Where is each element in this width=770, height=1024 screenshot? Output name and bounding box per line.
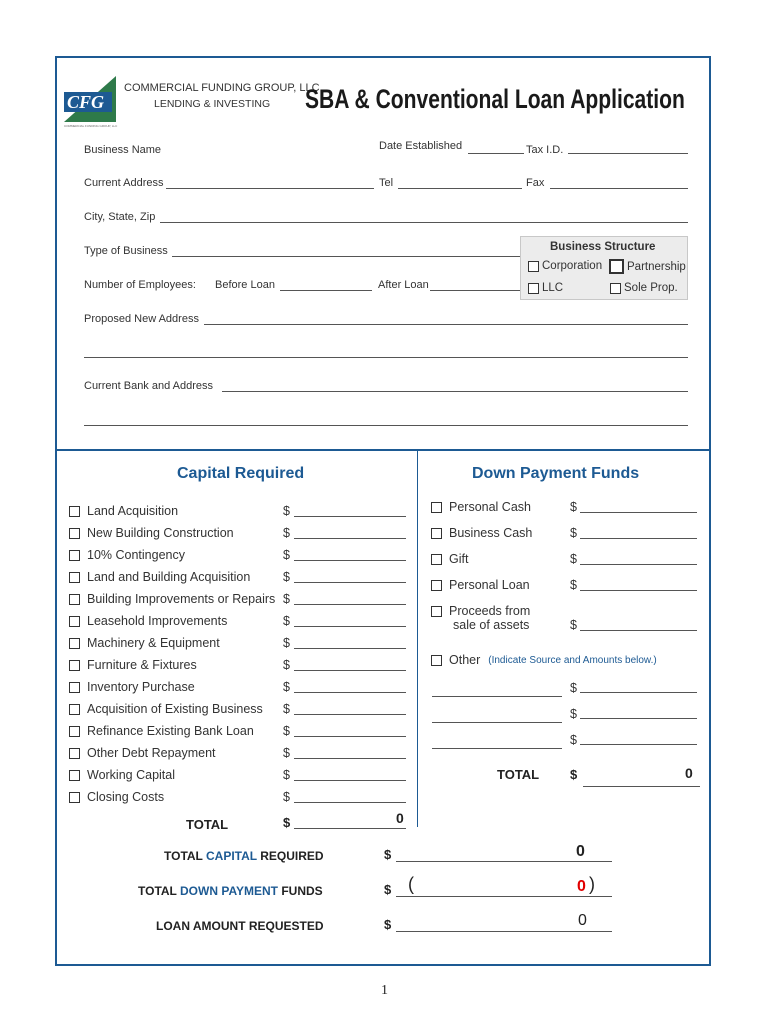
capital-item-label: Leasehold Improvements (87, 614, 228, 628)
capital-item-label: New Building Construction (87, 526, 234, 540)
fax-field[interactable] (550, 188, 688, 189)
capital-item-dollar: $ (283, 724, 290, 738)
total-capital-required-label (164, 849, 324, 863)
label-part-blue: DOWN PAYMENT (180, 884, 279, 898)
other-amount-field-3[interactable] (580, 744, 697, 745)
capital-item-label: Working Capital (87, 768, 176, 782)
total-down-field[interactable] (396, 896, 612, 897)
after-loan-field[interactable] (430, 290, 520, 291)
structure-sole-prop[interactable] (610, 282, 678, 294)
checkbox-icon (69, 594, 80, 605)
column-divider (417, 451, 418, 827)
down-payment-item-dollar: $ (570, 526, 577, 540)
down-payment-item-label: Personal Loan (449, 578, 530, 592)
capital-item-row[interactable] (69, 548, 185, 562)
total-down-close-paren: ) (589, 874, 595, 894)
capital-item-row[interactable] (69, 724, 254, 738)
page-title: SBA & Conventional Loan Application (305, 84, 685, 114)
checkbox-icon (69, 792, 80, 803)
down-payment-item-label: Personal Cash (449, 500, 531, 514)
structure-llc[interactable] (528, 282, 563, 294)
checkbox-icon (431, 528, 442, 539)
capital-item-label: Building Improvements or Repairs (87, 592, 276, 606)
down-payment-item-label: Proceeds from (449, 604, 531, 618)
checkbox-icon (609, 259, 624, 274)
capital-item-label: Refinance Existing Bank Loan (87, 724, 254, 738)
capital-item-row[interactable] (69, 592, 275, 606)
capital-item-row[interactable] (69, 658, 197, 672)
other-dollar-1: $ (570, 681, 577, 695)
current-bank-field-2[interactable] (84, 425, 688, 426)
tel-label: Tel (379, 177, 394, 189)
after-loan-label: After Loan (378, 279, 429, 291)
capital-item-row[interactable] (69, 680, 195, 694)
down-payment-item-row[interactable] (431, 578, 530, 592)
capital-item-label: Inventory Purchase (87, 680, 195, 694)
tax-id-label: Tax I.D. (526, 144, 564, 156)
capital-total-dollar: $ (283, 815, 291, 830)
capital-item-amount-field[interactable] (294, 626, 406, 627)
checkbox-icon (69, 770, 80, 781)
tel-field[interactable] (398, 188, 522, 189)
checkbox-icon (431, 655, 442, 666)
capital-total-field[interactable] (294, 828, 406, 829)
capital-item-row[interactable] (69, 570, 250, 584)
label-part: FUNDS (278, 884, 323, 898)
other-source-field-2[interactable] (432, 722, 562, 723)
capital-required-title: Capital Required (177, 465, 305, 482)
city-state-zip-field[interactable] (160, 222, 688, 223)
capital-item-label: Other Debt Repayment (87, 746, 216, 760)
city-state-zip-label: City, State, Zip (84, 211, 156, 223)
capital-item-row[interactable] (69, 790, 164, 804)
checkbox-icon (69, 506, 80, 517)
fax-label: Fax (526, 177, 545, 189)
loan-amount-dollar: $ (384, 917, 392, 932)
label-part: TOTAL (164, 849, 206, 863)
checkbox-icon (69, 616, 80, 627)
total-down-payment-label (138, 884, 323, 898)
checkbox-icon (431, 554, 442, 565)
other-amount-field-2[interactable] (580, 718, 697, 719)
down-total-value: 0 (685, 765, 693, 781)
date-established-field[interactable] (468, 153, 524, 154)
capital-item-dollar: $ (283, 702, 290, 716)
capital-item-amount-field[interactable] (294, 780, 406, 781)
capital-item-amount-field[interactable] (294, 714, 406, 715)
capital-item-dollar: $ (283, 680, 290, 694)
capital-total-value: 0 (396, 810, 404, 826)
down-payment-item-label: sale of assets (453, 618, 530, 632)
total-down-open-paren: ( (408, 874, 414, 894)
other-source-field-3[interactable] (432, 748, 562, 749)
capital-total-label: TOTAL (186, 817, 229, 832)
checkbox-icon (528, 261, 539, 272)
section-divider (55, 449, 711, 451)
capital-item-amount-field[interactable] (294, 560, 406, 561)
company-name: COMMERCIAL FUNDING GROUP, LLC (124, 82, 320, 94)
loan-amount-requested-label: LOAN AMOUNT REQUESTED (156, 919, 324, 933)
capital-item-amount-field[interactable] (294, 692, 406, 693)
capital-item-amount-field[interactable] (294, 670, 406, 671)
capital-item-label: 10% Contingency (87, 548, 185, 562)
capital-item-dollar: $ (283, 790, 290, 804)
label-part-blue: CAPITAL (206, 849, 257, 863)
down-payment-item-amount-field[interactable] (580, 538, 697, 539)
other-amount-field-1[interactable] (580, 692, 697, 693)
proposed-new-address-field[interactable] (204, 324, 688, 325)
down-payment-item-dollar: $ (570, 500, 577, 514)
business-name-label: Business Name (84, 144, 162, 156)
down-payment-item-amount-field[interactable] (580, 630, 697, 631)
capital-item-amount-field[interactable] (294, 736, 406, 737)
down-payment-item-amount-field[interactable] (580, 512, 697, 513)
other-checkbox[interactable] (431, 653, 657, 667)
label-part: TOTAL (138, 884, 180, 898)
logo-text: CFG (67, 92, 105, 112)
before-loan-field[interactable] (280, 290, 372, 291)
down-payment-item-label: Business Cash (449, 526, 533, 540)
checkbox-icon (69, 528, 80, 539)
down-payment-title: Down Payment Funds (472, 465, 640, 482)
current-address-label: Current Address (84, 177, 164, 189)
capital-item-amount-field[interactable] (294, 582, 406, 583)
other-dollar-3: $ (570, 733, 577, 747)
other-dollar-2: $ (570, 707, 577, 721)
capital-item-dollar: $ (283, 658, 290, 672)
down-total-label: TOTAL (497, 767, 540, 782)
capital-item-dollar: $ (283, 636, 290, 650)
capital-item-label: Land Acquisition (87, 504, 179, 518)
down-payment-item-amount-field[interactable] (580, 564, 697, 565)
capital-item-amount-field[interactable] (294, 648, 406, 649)
total-down-value: 0 (577, 878, 586, 895)
capital-item-dollar: $ (283, 768, 290, 782)
other-note: (Indicate Source and Amounts below.) (488, 654, 657, 666)
checkbox-icon (528, 283, 539, 294)
capital-item-amount-field[interactable] (294, 758, 406, 759)
logo-small-text: COMMERCIAL FUNDING GROUP, LLC (64, 124, 118, 128)
down-payment-item-row[interactable] (453, 618, 529, 632)
total-down-dollar: $ (384, 882, 392, 897)
page-number: 1 (381, 983, 388, 998)
structure-partnership[interactable] (609, 259, 686, 274)
capital-item-row[interactable] (69, 614, 227, 628)
capital-item-row[interactable] (69, 702, 263, 716)
checkbox-icon (69, 682, 80, 693)
checkbox-icon (69, 660, 80, 671)
capital-item-dollar: $ (283, 526, 290, 540)
date-established-label: Date Established (379, 140, 463, 152)
checkbox-icon (69, 726, 80, 737)
checkbox-icon (69, 638, 80, 649)
down-total-dollar: $ (570, 767, 578, 782)
capital-item-label: Furniture & Fixtures (87, 658, 197, 672)
current-bank-field[interactable] (222, 391, 688, 392)
down-payment-item-row[interactable] (431, 604, 530, 618)
down-payment-item-row[interactable] (431, 500, 531, 514)
number-of-employees-label: Number of Employees: (84, 279, 196, 291)
before-loan-label: Before Loan (215, 279, 275, 291)
proposed-new-address-field-2[interactable] (84, 357, 688, 358)
down-payment-item-dollar: $ (570, 578, 577, 592)
label-part: REQUIRED (256, 849, 324, 863)
checkbox-icon (431, 502, 442, 513)
capital-item-label: Machinery & Equipment (87, 636, 220, 650)
tax-id-field[interactable] (568, 153, 688, 154)
total-capital-field[interactable] (396, 861, 612, 862)
capital-item-label: Land and Building Acquisition (87, 570, 251, 584)
capital-item-amount-field[interactable] (294, 538, 406, 539)
checkbox-icon (610, 283, 621, 294)
capital-item-dollar: $ (283, 746, 290, 760)
capital-item-dollar: $ (283, 592, 290, 606)
capital-item-dollar: $ (283, 614, 290, 628)
down-payment-item-dollar: $ (570, 552, 577, 566)
type-of-business-field[interactable] (172, 256, 520, 257)
capital-item-row[interactable] (69, 636, 220, 650)
checkbox-icon (69, 550, 80, 561)
capital-item-dollar: $ (283, 570, 290, 584)
proposed-new-address-label: Proposed New Address (84, 313, 199, 325)
down-payment-item-row[interactable] (431, 552, 468, 566)
checkbox-icon (69, 572, 80, 583)
checkbox-icon (69, 704, 80, 715)
company-tagline: LENDING & INVESTING (154, 98, 271, 110)
capital-item-label: Closing Costs (87, 790, 165, 804)
capital-item-row[interactable] (69, 746, 216, 760)
capital-item-amount-field[interactable] (294, 604, 406, 605)
other-source-field-1[interactable] (432, 696, 562, 697)
capital-item-row[interactable] (69, 768, 175, 782)
down-payment-item-row[interactable] (431, 526, 532, 540)
capital-item-amount-field[interactable] (294, 516, 406, 517)
type-of-business-label: Type of Business (84, 245, 168, 257)
capital-item-row[interactable] (69, 504, 178, 518)
structure-partnership-label: Partnership (627, 260, 686, 273)
capital-item-dollar: $ (283, 504, 290, 518)
current-bank-label: Current Bank and Address (84, 380, 214, 392)
down-payment-item-dollar: $ (570, 618, 577, 632)
down-payment-item-label: Gift (449, 552, 469, 566)
checkbox-icon (431, 606, 442, 617)
capital-item-row[interactable] (69, 526, 234, 540)
structure-corporation[interactable] (528, 260, 602, 272)
loan-amount-field[interactable] (396, 931, 612, 932)
down-payment-item-amount-field[interactable] (580, 590, 697, 591)
business-structure-title: Business Structure (550, 241, 656, 253)
capital-item-amount-field[interactable] (294, 802, 406, 803)
structure-corporation-label: Corporation (542, 260, 603, 272)
structure-sole-prop-label: Sole Prop. (624, 282, 678, 294)
current-address-field[interactable] (166, 188, 374, 189)
other-label: Other (449, 653, 481, 667)
checkbox-icon (431, 580, 442, 591)
down-total-field[interactable] (583, 786, 700, 787)
capital-item-label: Acquisition of Existing Business (87, 702, 263, 716)
loan-amount-value: 0 (578, 912, 587, 929)
cfg-logo (64, 76, 116, 122)
total-capital-value: 0 (576, 843, 585, 860)
capital-item-dollar: $ (283, 548, 290, 562)
structure-llc-label: LLC (542, 282, 564, 294)
checkbox-icon (69, 748, 80, 759)
total-capital-dollar: $ (384, 847, 392, 862)
